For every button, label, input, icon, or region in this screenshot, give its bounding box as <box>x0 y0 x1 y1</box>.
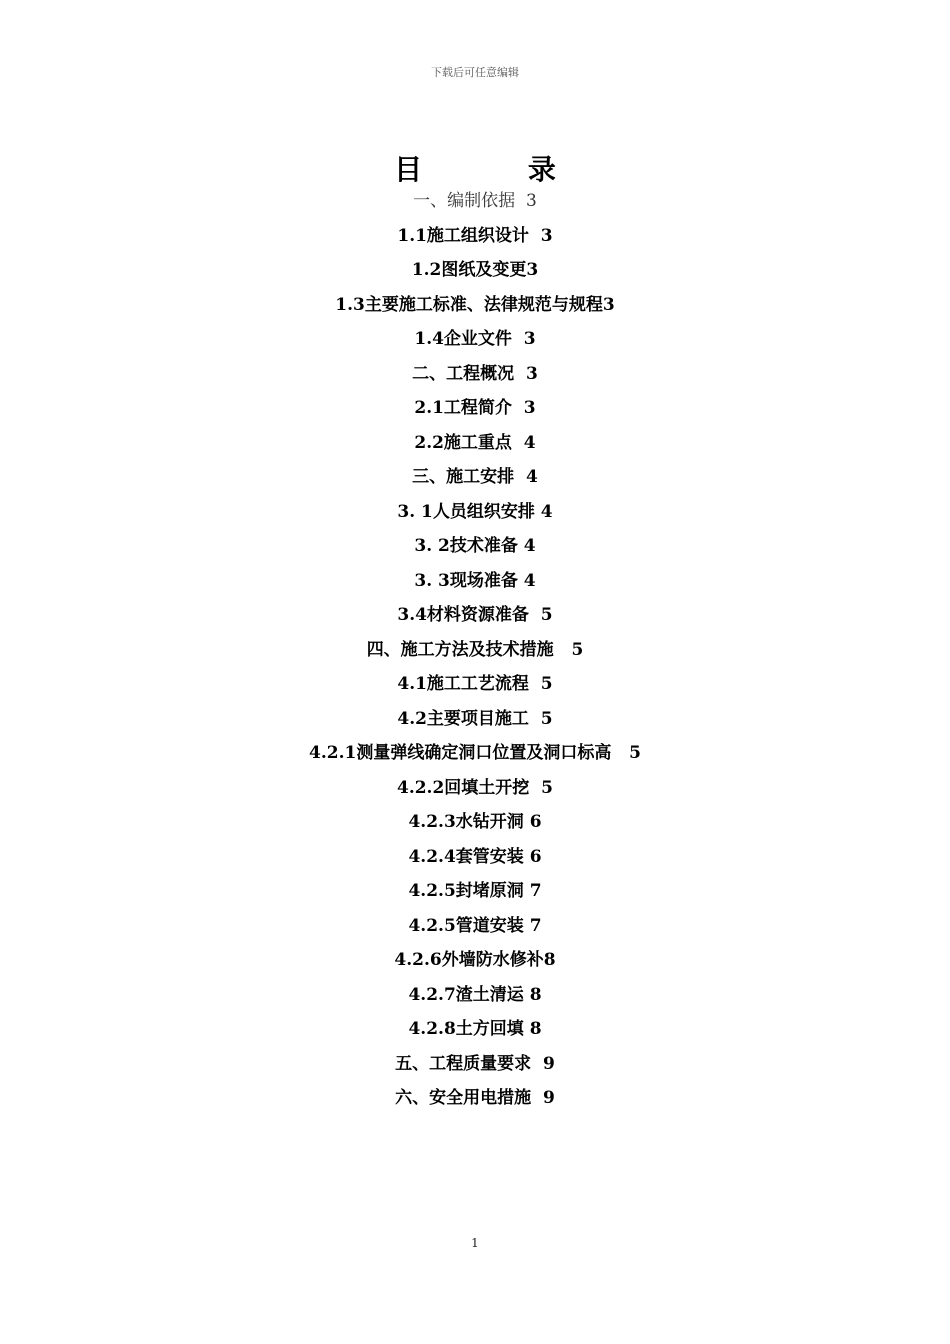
toc-entry-page-number: 3 <box>602 294 615 315</box>
toc-entry-label: 六、安全用电措施 <box>395 1088 532 1108</box>
toc-entry[interactable] <box>0 1012 950 1047</box>
toc-entry-label: 3. 3现场准备 <box>414 570 518 591</box>
toc-entry-label: 一、编制依据 <box>413 191 516 211</box>
toc-entry[interactable] <box>0 702 950 737</box>
toc-entry-label: 4.2.6外墙防水修补 <box>394 950 544 970</box>
toc-entry-page-number: 4 <box>526 467 538 487</box>
toc-entry-page-number: 5 <box>540 605 553 625</box>
toc-entry-gap <box>529 709 541 729</box>
toc-entry-page-number: 5 <box>571 639 584 660</box>
toc-entry-page-number: 3 <box>540 225 553 246</box>
toc-entry-gap <box>515 191 526 211</box>
header-note: 下载后可任意编辑 <box>431 66 519 79</box>
toc-entry[interactable] <box>0 253 950 288</box>
toc-entry[interactable] <box>0 978 950 1013</box>
toc-entry-label: 4.2.7渣土清运 <box>408 984 524 1005</box>
toc-entry-label: 3.4材料资源准备 <box>397 605 529 625</box>
toc-entry[interactable] <box>0 322 950 357</box>
toc-entry-label: 五、工程质量要求 <box>395 1053 532 1074</box>
toc-entry-page-number: 7 <box>529 915 542 936</box>
toc-entry-label: 4.2.2回填土开挖 <box>396 777 530 798</box>
toc-entry-page-number: 3 <box>525 191 537 211</box>
toc-entry-page-number: 3 <box>523 329 536 349</box>
toc-entry-label: 4.2.5封堵原洞 <box>408 881 524 901</box>
toc-entry-label: 1.4企业文件 <box>414 329 512 349</box>
toc-entry-gap <box>529 674 541 694</box>
toc-list <box>0 184 950 1116</box>
toc-entry-page-number: 4 <box>540 501 553 522</box>
toc-entry[interactable] <box>0 909 950 944</box>
toc-entry-gap <box>529 226 541 246</box>
toc-entry-label: 3. 2技术准备 <box>414 536 518 556</box>
toc-entry-gap <box>512 433 524 453</box>
toc-entry-page-number: 4 <box>523 570 536 591</box>
toc-entry-gap <box>529 778 541 798</box>
toc-entry-gap <box>514 467 526 487</box>
toc-entry[interactable] <box>0 943 950 978</box>
toc-entry-gap <box>531 1054 543 1074</box>
toc-entry-page-number: 5 <box>541 777 553 798</box>
toc-entry-label: 4.2.4套管安装 <box>408 846 524 867</box>
toc-entry-label: 1.1施工组织设计 <box>397 225 529 246</box>
toc-entry-page-number: 6 <box>529 846 542 867</box>
toc-entry[interactable] <box>0 495 950 530</box>
toc-entry-page-number: 4 <box>523 536 536 556</box>
toc-entry-page-number: 9 <box>543 1088 555 1108</box>
toc-entry-page-number: 5 <box>629 743 641 763</box>
toc-entry-label: 1.2图纸及变更 <box>411 260 527 280</box>
toc-entry[interactable] <box>0 805 950 840</box>
toc-entry-gap <box>554 640 572 660</box>
toc-entry-page-number: 7 <box>529 881 542 901</box>
toc-entry-page-number: 8 <box>529 1019 542 1039</box>
toc-entry[interactable] <box>0 771 950 806</box>
toc-entry[interactable] <box>0 391 950 426</box>
toc-entry-label: 2.1工程简介 <box>414 398 512 418</box>
toc-entry-label: 3. 1人员组织安排 <box>397 501 535 522</box>
toc-entry-label: 4.2.5管道安装 <box>408 915 524 936</box>
toc-entry-gap <box>514 364 526 384</box>
page-number: 1 <box>471 1236 479 1250</box>
toc-entry[interactable] <box>0 1081 950 1116</box>
toc-entry-page-number: 3 <box>523 398 536 418</box>
toc-entry-page-number: 5 <box>540 708 553 729</box>
toc-entry[interactable] <box>0 667 950 702</box>
toc-entry[interactable] <box>0 633 950 668</box>
toc-entry[interactable] <box>0 1047 950 1082</box>
toc-entry-gap <box>531 1088 543 1108</box>
toc-entry[interactable] <box>0 736 950 771</box>
toc-entry[interactable] <box>0 840 950 875</box>
toc-entry-page-number: 3 <box>526 363 538 384</box>
toc-entry-label: 4.2.8土方回填 <box>408 1019 524 1039</box>
toc-entry[interactable] <box>0 288 950 323</box>
toc-entry[interactable] <box>0 184 950 219</box>
toc-entry-label: 二、工程概况 <box>412 363 515 384</box>
toc-entry[interactable] <box>0 426 950 461</box>
toc-entry[interactable] <box>0 219 950 254</box>
toc-entry-page-number: 4 <box>523 432 536 453</box>
toc-entry-page-number: 3 <box>526 260 539 280</box>
toc-entry[interactable] <box>0 874 950 909</box>
toc-entry-label: 4.2.1测量弹线确定洞口位置及洞口标高 <box>309 743 612 763</box>
toc-entry-page-number: 6 <box>529 812 542 832</box>
toc-entry[interactable] <box>0 529 950 564</box>
toc-entry[interactable] <box>0 564 950 599</box>
toc-entry-page-number: 5 <box>540 674 553 694</box>
toc-entry-label: 1.3主要施工标准、法律规范与规程 <box>335 294 603 315</box>
toc-entry-gap <box>611 743 629 763</box>
toc-entry-page-number: 9 <box>543 1053 555 1074</box>
toc-entry-label: 三、施工安排 <box>412 467 515 487</box>
toc-entry-label: 4.1施工工艺流程 <box>397 674 529 694</box>
toc-entry-gap <box>512 398 524 418</box>
toc-entry-gap <box>529 605 541 625</box>
toc-entry[interactable] <box>0 460 950 495</box>
toc-entry-gap <box>512 329 524 349</box>
toc-entry-label: 2.2施工重点 <box>414 432 512 453</box>
toc-entry-page-number: 8 <box>543 950 556 970</box>
toc-entry[interactable] <box>0 357 950 392</box>
toc-entry-label: 4.2主要项目施工 <box>397 708 529 729</box>
toc-entry-page-number: 8 <box>529 984 542 1005</box>
toc-title: 目 录 <box>394 153 604 186</box>
toc-entry-label: 四、施工方法及技术措施 <box>366 639 554 660</box>
toc-entry-label: 4.2.3水钻开洞 <box>408 812 524 832</box>
toc-entry[interactable] <box>0 598 950 633</box>
